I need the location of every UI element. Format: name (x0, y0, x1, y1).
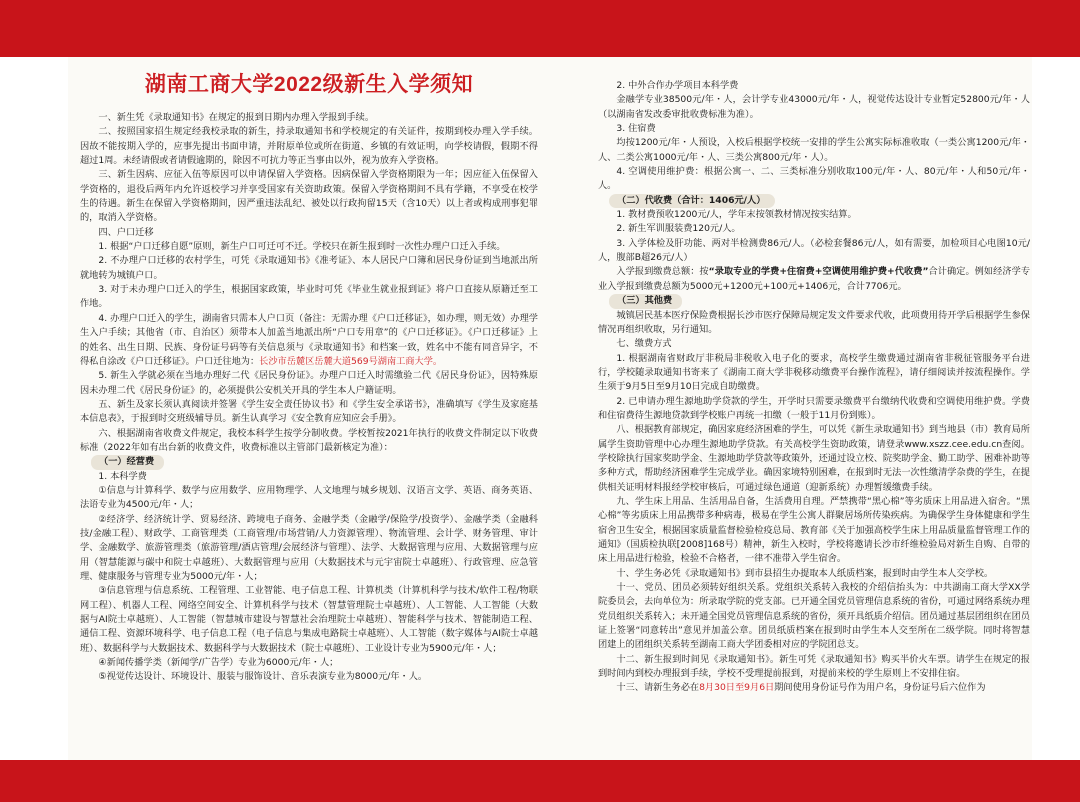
paragraph: 1. 本科学费 (98, 470, 147, 482)
fee-formula: “录取专业的学费+住宿费+空调使用维护费+代收费” (708, 266, 929, 278)
paragraph-text: 4. 办理户口迁入的学生，湖南省只需本人户口页（备注：无需办理《户口迁移证》，如办理，则无效）办理学生入户手续；其他省（市、自治区）须带本人加盖当地派出所“户口专用章”的《户口迁移证》。《户口迁移证》上的姓名、出生日期、民族、身份证号码等有关信息须与《录取通知书》和档案一致，姓名中不能有同音异字，不得私自涂改《户口迁移证》。户口迁往地为： (80, 312, 538, 367)
top-red-band (0, 0, 1080, 57)
paragraph: 金融学专业38500元/年・人，会计学专业43000元/年・人，视觉传达设计专业暂定52800元/年・人（以湖南省发改委审批收费标准为准）。 (598, 94, 1030, 120)
paragraph: 二、按照国家招生规定经我校录取的新生，持录取通知书和学校规定的有关证件，按期到校办理入学手续。因故不能按期入学的，应事先提出书面申请，并附原单位或所在街道、乡镇的有效证明，向学校请假，假期不得超过1周。未经请假或者请假逾期的，除因不可抗力等正当事由以外，视为放弃入学资格。 (80, 126, 538, 167)
paragraph: 1. 根据“户口迁移自愿”原则，新生户口可迁可不迁。学校只在新生报到时一次性办理户口迁入手续。 (98, 241, 506, 253)
paragraph: 六、根据湖南省收费文件规定，我校本科学生按学分制收费。学校暂按2021年执行的收费文件制定以下收费标准（2022年如有出台新的收费文件，收费标准以主管部门最新核定为准）： (80, 427, 538, 453)
paragraph: 3. 住宿费 (616, 123, 656, 135)
right-column (598, 79, 1030, 696)
paragraph: 4. 空调使用维护费：根据公寓一、二、三类标准分别收取100元/年・人、80元/年・人和50元/年・人。 (598, 166, 1030, 192)
subsection-heading: （一）经营费 (91, 455, 164, 469)
paragraph (598, 681, 1030, 695)
paragraph: 十二、新生报到时间见《录取通知书》。新生可凭《录取通知书》购买半价火车票。请学生在规定的报到时间内到校办理报到手续，学校不受理提前报到，对提前来校的学生原则上不安排住宿。 (598, 653, 1030, 680)
left-column (80, 71, 538, 685)
paragraph: 三、新生因病、应征入伍等原因可以申请保留入学资格。因病保留入学资格期限为一年；因应征入伍保留入学资格的，退役后两年内允许返校学习并享受国家有关资助政策。保留入学资格期间不具有学籍，不享受在校学生的待遇。新生在保留入学资格期间，因严重违法乱纪、被处以行政拘留15天（含10天）以上者或构成刑事犯罪的，取消入学资格。 (80, 169, 538, 224)
address-highlight: 长沙市岳麓区岳麓大道569号湖南工商大学。 (259, 355, 443, 367)
subsection-heading: （二）代收费（合计：1406元/人） (609, 194, 775, 208)
subsection-heading: （三）其他费 (609, 294, 682, 308)
paragraph: ⑤视觉传达设计、环境设计、服装与服饰设计、音乐表演专业为8000元/年・人。 (98, 671, 428, 683)
paragraph: 2. 新生军训服装费120元/人。 (616, 223, 741, 235)
section-heading: 七、缴费方式 (616, 338, 672, 350)
paragraph: 3. 对于未办理户口迁入的学生，根据国家政策，毕业时可凭《毕业生就业报到证》将户口直接从原籍迁至工作地。 (80, 284, 538, 310)
paragraph: 城镇居民基本医疗保险费根据长沙市医疗保障局规定发文件要求代收，此项费用待开学后根据学生参保情况再组织收取，另行通知。 (598, 309, 1030, 335)
paragraph: 一、新生凭《录取通知书》在规定的报到日期内办理入学报到手续。 (98, 112, 375, 123)
date-highlight: 8月30日至9月6日 (699, 682, 775, 694)
section-heading: 四、户口迁移 (98, 226, 154, 238)
subsection-heading-row (598, 294, 1030, 308)
paragraph: 2. 已申请办理生源地助学贷款的学生，开学时只需要录缴费平台缴纳代收费和空调使用维护费。学费和住宿费待生源地贷款到学校账户再统一扣缴（一般于11月份到账）。 (598, 395, 1030, 421)
paragraph: 八、根据教育部规定，确因家庭经济困难的学生，可以凭《新生录取通知书》到当地县（市）教育局所属学生资助管理中心办理生源地助学贷款。有关高校学生资助政策，请登录www.xszz.cee.edu.cn查阅。学校除执行国家奖助学金、生源地助学贷款等政策外，还通过设立校、院奖助学金、勤工助学、困难补助等多种方式，帮助经济困难学生完成学业。确因家境特别困难，在报到时无法一次性缴清学杂费的学生，在提供相关证明材料报经学校审核后，可通过绿色通道（迎新系统）办理暂缓缴费手续。 (598, 424, 1030, 493)
paragraph-text: 十三、请新生务必在 (616, 682, 700, 694)
document-page (68, 57, 1032, 760)
paragraph: 5. 新生入学就必须在当地办理好二代《居民身份证》。办理户口迁入时需缴验二代《居民身份证》，因特殊原因未办理二代《居民身份证》的，必须提供公安机关开具的学生本人户籍证明。 (80, 370, 538, 396)
subsection-heading-row (598, 194, 1030, 208)
paragraph: 1. 根据湖南省财政厅非税局非税收入电子化的要求，高校学生缴费通过湖南省非税征管服务平台进行，学校随录取通知书寄来了《湖南工商大学非税移动缴费平台操作流程》，请仔细阅读并按流程操作。学生须于9月5日至9月10日完成自助缴费。 (598, 352, 1030, 393)
paragraph: 2. 中外合作办学项目本科学费 (616, 80, 739, 91)
paragraph: ①信息与计算科学、数学与应用数学、应用物理学、人文地理与城乡规划、汉语言文学、英语、商务英语、法语专业为4500元/年・人； (80, 484, 538, 511)
paragraph: 3. 入学体检及肝功能、两对半检测费86元/人。（必检套餐86元/人，如有需要，加检项目心电图10元/人，腹部B超26元/人） (598, 237, 1030, 264)
paragraph: 1. 教材费预收1200元/人，学年末按领教材情况按实结算。 (616, 209, 857, 221)
paragraph-text: 期间使用身份证号作为用户名，身份证号后六位作为 (774, 682, 986, 694)
paragraph: 九、学生床上用品、生活用品自备，生活费用自理。严禁携带“黑心棉”等劣质床上用品进入宿舍。“黑心棉”等劣质床上用品携带多种病毒，极易在学生公寓人群聚居场所传染疾病。为确保学生身体健康和学生宿舍卫生安全，根据国家质量监督检验检疫总局、教育部《关于加强高校学生床上用品质量监督管理工作的通知》（国质检执联[2008]168号）精神，新生入校时，学校将邀请长沙市纤维检验局对新生自购、自带的床上用品进行检验，检验不合格者，一律不准带入学生宿舍。 (598, 495, 1030, 565)
paragraph: 均按1200元/年・人预设，入校后根据学校统一安排的学生公寓实际标准收取（一类公寓1200元/年・人、二类公寓1000元/年・人、三类公寓800元/年・人）。 (598, 137, 1030, 163)
paragraph (80, 312, 538, 369)
paragraph-text: 入学报到缴费总额：按 (616, 266, 709, 278)
subsection-heading-row (80, 455, 538, 469)
paragraph: 十一、党员、团员必须转好组织关系。党组织关系转入我校的介绍信抬头为：中共湖南工商大学XX学院委员会，去向单位为：所录取学院的党支部。已开通全国党员管理信息系统的省份，可通过网络系统办理党员组织关系转入；未开通全国党员管理信息系统的省份，须开具纸质介绍信。团员通过基层团组织在团员证上签署“同意转出”意见并加盖公章。团员纸质档案在报到时由学生本人交至所在二级学院。同时将智慧团建上的团组织关系转至湖南工商大学团委相对应的学院团总支。 (598, 582, 1030, 651)
paragraph: ④新闻传播学类（新闻学/广告学）专业为6000元/年・人； (98, 657, 339, 669)
page-title: 湖南工商大学2022级新生入学须知 (144, 73, 474, 96)
paragraph-text: 合计确定。例如经济学专业入学报到缴费总额为5000元+1200元+100元+1406元，合计7706元。 (598, 266, 1031, 292)
paragraph: 2. 不办理户口迁移的农村学生，可凭《录取通知书》《准考证》、本人居民户口簿和居民身份证到当地派出所就地转为城镇户口。 (80, 255, 538, 281)
paragraph: ③信息管理与信息系统、工程管理、工业智能、电子信息工程、计算机类（计算机科学与技术/软件工程/物联网工程）、机器人工程、网络空间安全、计算机科学与技术（智慧管理院士卓越班）、人工智能、人工智能（大数据与AI院士卓越班）、人工智能（智慧城市建设与智慧社会治理院士卓越班）、智能科学与技术、智能制造工程、通信工程、资源环境科学、电子信息工程（电子信息与集成电路院士卓越班）、人工智能（数字媒体与AI院士卓越班）、数据科学与大数据技术、数据科学与大数据技术（院士卓越班）、工业设计专业为5900元/年・人； (80, 585, 538, 654)
paragraph: ②经济学、经济统计学、贸易经济、跨境电子商务、金融学类（金融学/保险学/投资学）、金融学类（金融科技/金融工程）、财政学、工商管理类（工商管理/市场营销/人力资源管理）、物流管理、会计学、财务管理、审计学、金融数学、旅游管理类（旅游管理/酒店管理/会展经济与管理）、法学、大数据管理与应用、大数据管理与应用（智慧能源与碳中和院士卓越班）、大数据管理与应用（大数据技术与元宇宙院士卓越班）、行政管理、应急管理、健康服务与管理专业为5000元/年・人； (80, 513, 538, 582)
bottom-red-band (0, 760, 1080, 802)
paragraph (598, 265, 1030, 294)
paragraph: 十、学生务必凭《录取通知书》到市县招生办提取本人纸质档案，报到时由学生本人交学校。 (616, 567, 994, 579)
paragraph: 五、新生及家长须认真阅读并签署《学生安全责任协议书》和《学生安全承诺书》，准确填写《学生及家庭基本信息表》，于报到时交班级辅导员。新生认真学习《安全教育应知应会手册》。 (80, 398, 538, 425)
